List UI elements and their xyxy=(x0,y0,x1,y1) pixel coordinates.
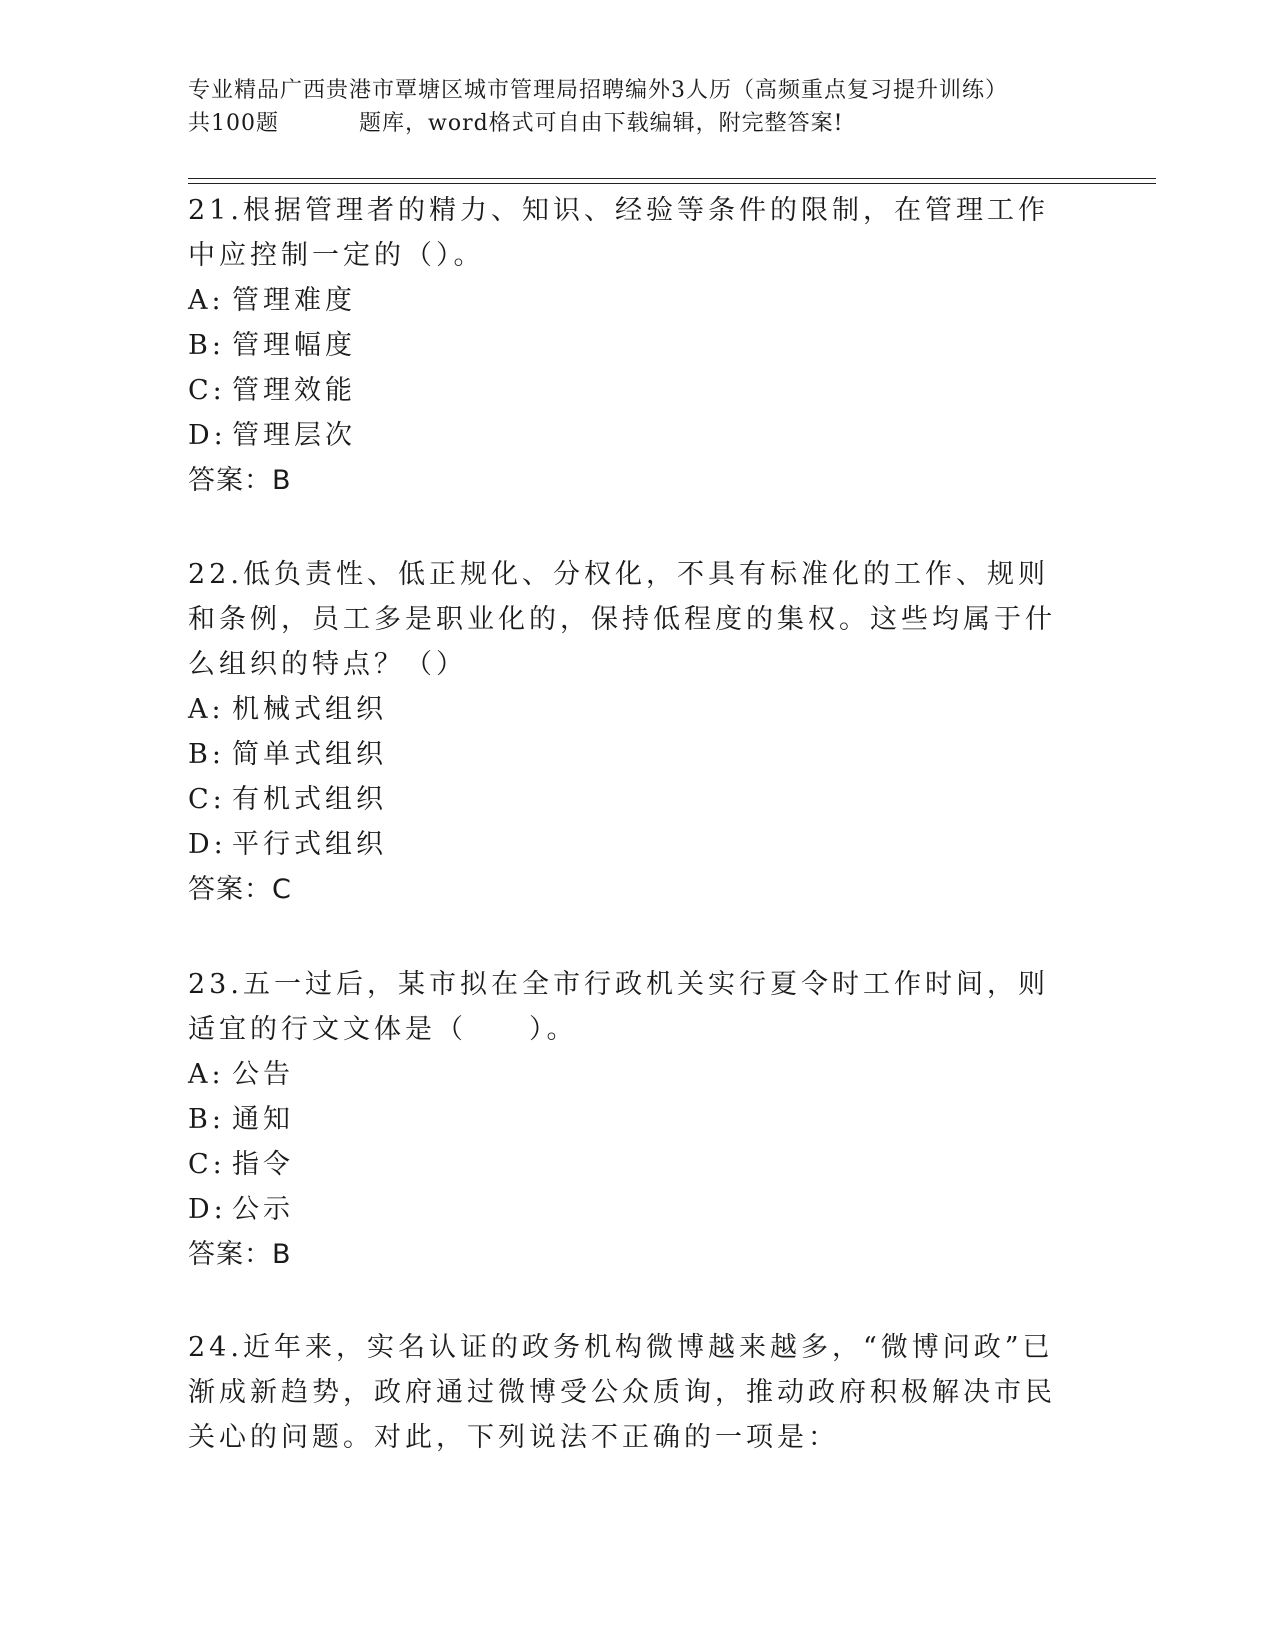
option-d xyxy=(188,822,1068,867)
option-key: D: xyxy=(188,829,227,860)
option-text: 管理效能 xyxy=(232,375,356,406)
option-key: C: xyxy=(188,1149,226,1180)
option-text: 通知 xyxy=(232,1104,294,1135)
option-a xyxy=(188,278,1068,323)
question-block xyxy=(188,552,1068,912)
header-divider-bottom xyxy=(188,183,1156,184)
option-text: 有机式组织 xyxy=(232,784,387,815)
question-block xyxy=(188,962,1068,1277)
option-text: 机械式组织 xyxy=(232,694,387,725)
option-key: C: xyxy=(188,375,226,406)
option-text: 管理难度 xyxy=(232,285,356,316)
header-title-line: 专业精品广西贵港市覃塘区城市管理局招聘编外3人历（高频重点复习提升训练） xyxy=(188,78,1008,103)
option-b xyxy=(188,323,1068,368)
option-text: 公告 xyxy=(232,1059,294,1090)
option-key: A: xyxy=(188,1059,225,1090)
option-b xyxy=(188,732,1068,777)
option-key: B: xyxy=(188,1104,225,1135)
option-key: B: xyxy=(188,330,225,361)
option-key: D: xyxy=(188,1194,227,1225)
option-text: 管理层次 xyxy=(232,420,356,451)
header-subtitle-line xyxy=(188,107,1088,140)
option-key: C: xyxy=(188,784,226,815)
header-question-count: 共100题 xyxy=(188,111,279,136)
option-text: 管理幅度 xyxy=(232,330,356,361)
option-a xyxy=(188,1052,1068,1097)
question-stem: 23.五一过后，某市拟在全市行政机关实行夏令时工作时间，则适宜的行文文体是（ ）。 xyxy=(188,969,1049,1045)
option-d xyxy=(188,1187,1068,1232)
header-divider-top xyxy=(188,178,1156,179)
option-c xyxy=(188,368,1068,413)
option-d xyxy=(188,413,1068,458)
option-text: 指令 xyxy=(232,1149,294,1180)
option-text: 公示 xyxy=(232,1194,294,1225)
option-key: A: xyxy=(188,694,225,725)
answer-line: 答案：B xyxy=(188,1239,292,1270)
document-header xyxy=(188,74,1088,140)
option-c xyxy=(188,777,1068,822)
option-key: B: xyxy=(188,739,225,770)
option-text: 平行式组织 xyxy=(232,829,387,860)
question-stem: 24.近年来，实名认证的政务机构微博越来越多，“微博问政”已渐成新趋势，政府通过微博受公众质询，推动政府积极解决市民关心的问题。对此，下列说法不正确的一项是： xyxy=(188,1332,1056,1453)
option-key: A: xyxy=(188,285,225,316)
option-b xyxy=(188,1097,1068,1142)
question-block xyxy=(188,188,1068,503)
answer-line: 答案：B xyxy=(188,465,292,496)
question-stem: 21.根据管理者的精力、知识、经验等条件的限制，在管理工作中应控制一定的（）。 xyxy=(188,195,1049,271)
header-description: 题库，word格式可自由下载编辑，附完整答案! xyxy=(359,111,844,136)
question-stem: 22.低负责性、低正规化、分权化，不具有标准化的工作、规则和条例，员工多是职业化的，保持低程度的集权。这些均属于什么组织的特点？（） xyxy=(188,559,1056,680)
option-a xyxy=(188,687,1068,732)
question-block xyxy=(188,1325,1068,1460)
option-c xyxy=(188,1142,1068,1187)
answer-line: 答案：C xyxy=(188,874,292,905)
option-key: D: xyxy=(188,420,227,451)
option-text: 简单式组织 xyxy=(232,739,387,770)
